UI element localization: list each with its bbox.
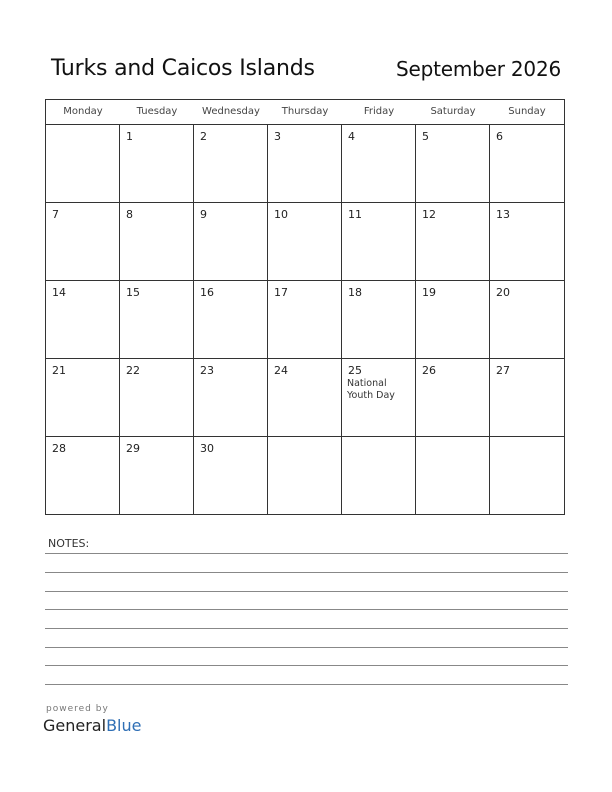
day-cell — [120, 359, 194, 436]
day-cell — [194, 125, 268, 202]
day-cell — [120, 281, 194, 358]
day-number: 9 — [200, 208, 207, 221]
day-cell — [46, 125, 120, 202]
month-title: September 2026 — [395, 57, 561, 81]
day-cell — [416, 203, 490, 280]
day-number: 15 — [126, 286, 140, 299]
day-number: 1 — [126, 130, 133, 143]
weekday-tuesday: Tuesday — [136, 106, 178, 117]
day-cell — [416, 359, 490, 436]
day-cell — [490, 281, 564, 358]
day-number: 13 — [496, 208, 510, 221]
day-number: 17 — [274, 286, 288, 299]
day-number: 21 — [52, 364, 66, 377]
week-row — [46, 437, 564, 514]
day-number: 28 — [52, 442, 66, 455]
day-cell — [194, 359, 268, 436]
day-cell — [46, 359, 120, 436]
day-number: 20 — [496, 286, 510, 299]
note-line — [45, 684, 568, 685]
weekday-wednesday: Wednesday — [202, 106, 260, 117]
day-number: 8 — [126, 208, 133, 221]
weekday-header-row — [46, 100, 564, 125]
note-line — [45, 647, 568, 648]
day-cell — [46, 281, 120, 358]
day-cell — [268, 281, 342, 358]
day-number: 27 — [496, 364, 510, 377]
day-number: 10 — [274, 208, 288, 221]
day-cell — [490, 437, 564, 514]
week-row — [46, 125, 564, 203]
day-number: 11 — [348, 208, 362, 221]
day-cell-holiday — [342, 359, 416, 436]
day-cell — [268, 203, 342, 280]
day-number: 14 — [52, 286, 66, 299]
day-number: 19 — [422, 286, 436, 299]
day-cell — [194, 203, 268, 280]
day-cell — [342, 125, 416, 202]
day-number: 24 — [274, 364, 288, 377]
day-cell — [416, 125, 490, 202]
holiday-label: National Youth Day — [347, 378, 395, 401]
day-number: 3 — [274, 130, 281, 143]
note-line — [45, 628, 568, 629]
day-number: 5 — [422, 130, 429, 143]
day-number: 7 — [52, 208, 59, 221]
country-title: Turks and Caicos Islands — [51, 56, 315, 81]
generalblue-logo — [43, 716, 141, 735]
day-cell — [120, 125, 194, 202]
weekday-monday: Monday — [63, 106, 103, 117]
day-number: 6 — [496, 130, 503, 143]
note-line — [45, 665, 568, 666]
day-cell — [120, 203, 194, 280]
weekday-thursday: Thursday — [281, 106, 329, 117]
note-line — [45, 591, 568, 592]
calendar-grid — [45, 99, 565, 515]
note-line — [45, 609, 568, 610]
day-cell — [342, 281, 416, 358]
week-row — [46, 359, 564, 437]
day-cell — [194, 281, 268, 358]
day-number: 16 — [200, 286, 214, 299]
day-cell — [194, 437, 268, 514]
day-cell — [120, 437, 194, 514]
day-cell — [46, 203, 120, 280]
day-cell — [490, 203, 564, 280]
day-number: 22 — [126, 364, 140, 377]
notes-label: NOTES: — [48, 537, 90, 550]
day-cell — [490, 125, 564, 202]
logo-blue-text: Blue — [106, 716, 142, 735]
note-line — [45, 572, 568, 573]
weekday-friday: Friday — [363, 106, 395, 117]
weekday-sunday: Sunday — [508, 106, 546, 117]
day-cell — [268, 359, 342, 436]
week-row — [46, 281, 564, 359]
day-number: 29 — [126, 442, 140, 455]
day-number: 4 — [348, 130, 355, 143]
day-cell — [268, 437, 342, 514]
week-row — [46, 203, 564, 281]
day-cell — [46, 437, 120, 514]
day-number: 25 — [348, 364, 362, 377]
day-cell — [342, 437, 416, 514]
note-line — [45, 553, 568, 554]
logo-general-text: General — [43, 716, 107, 735]
day-number: 2 — [200, 130, 207, 143]
weekday-saturday: Saturday — [430, 106, 476, 117]
day-number: 26 — [422, 364, 436, 377]
day-cell — [416, 281, 490, 358]
day-cell — [416, 437, 490, 514]
day-number: 12 — [422, 208, 436, 221]
day-number: 30 — [200, 442, 214, 455]
day-number: 18 — [348, 286, 362, 299]
day-cell — [342, 203, 416, 280]
day-number: 23 — [200, 364, 214, 377]
day-cell — [490, 359, 564, 436]
day-cell — [268, 125, 342, 202]
powered-by-text: powered by — [46, 704, 109, 714]
